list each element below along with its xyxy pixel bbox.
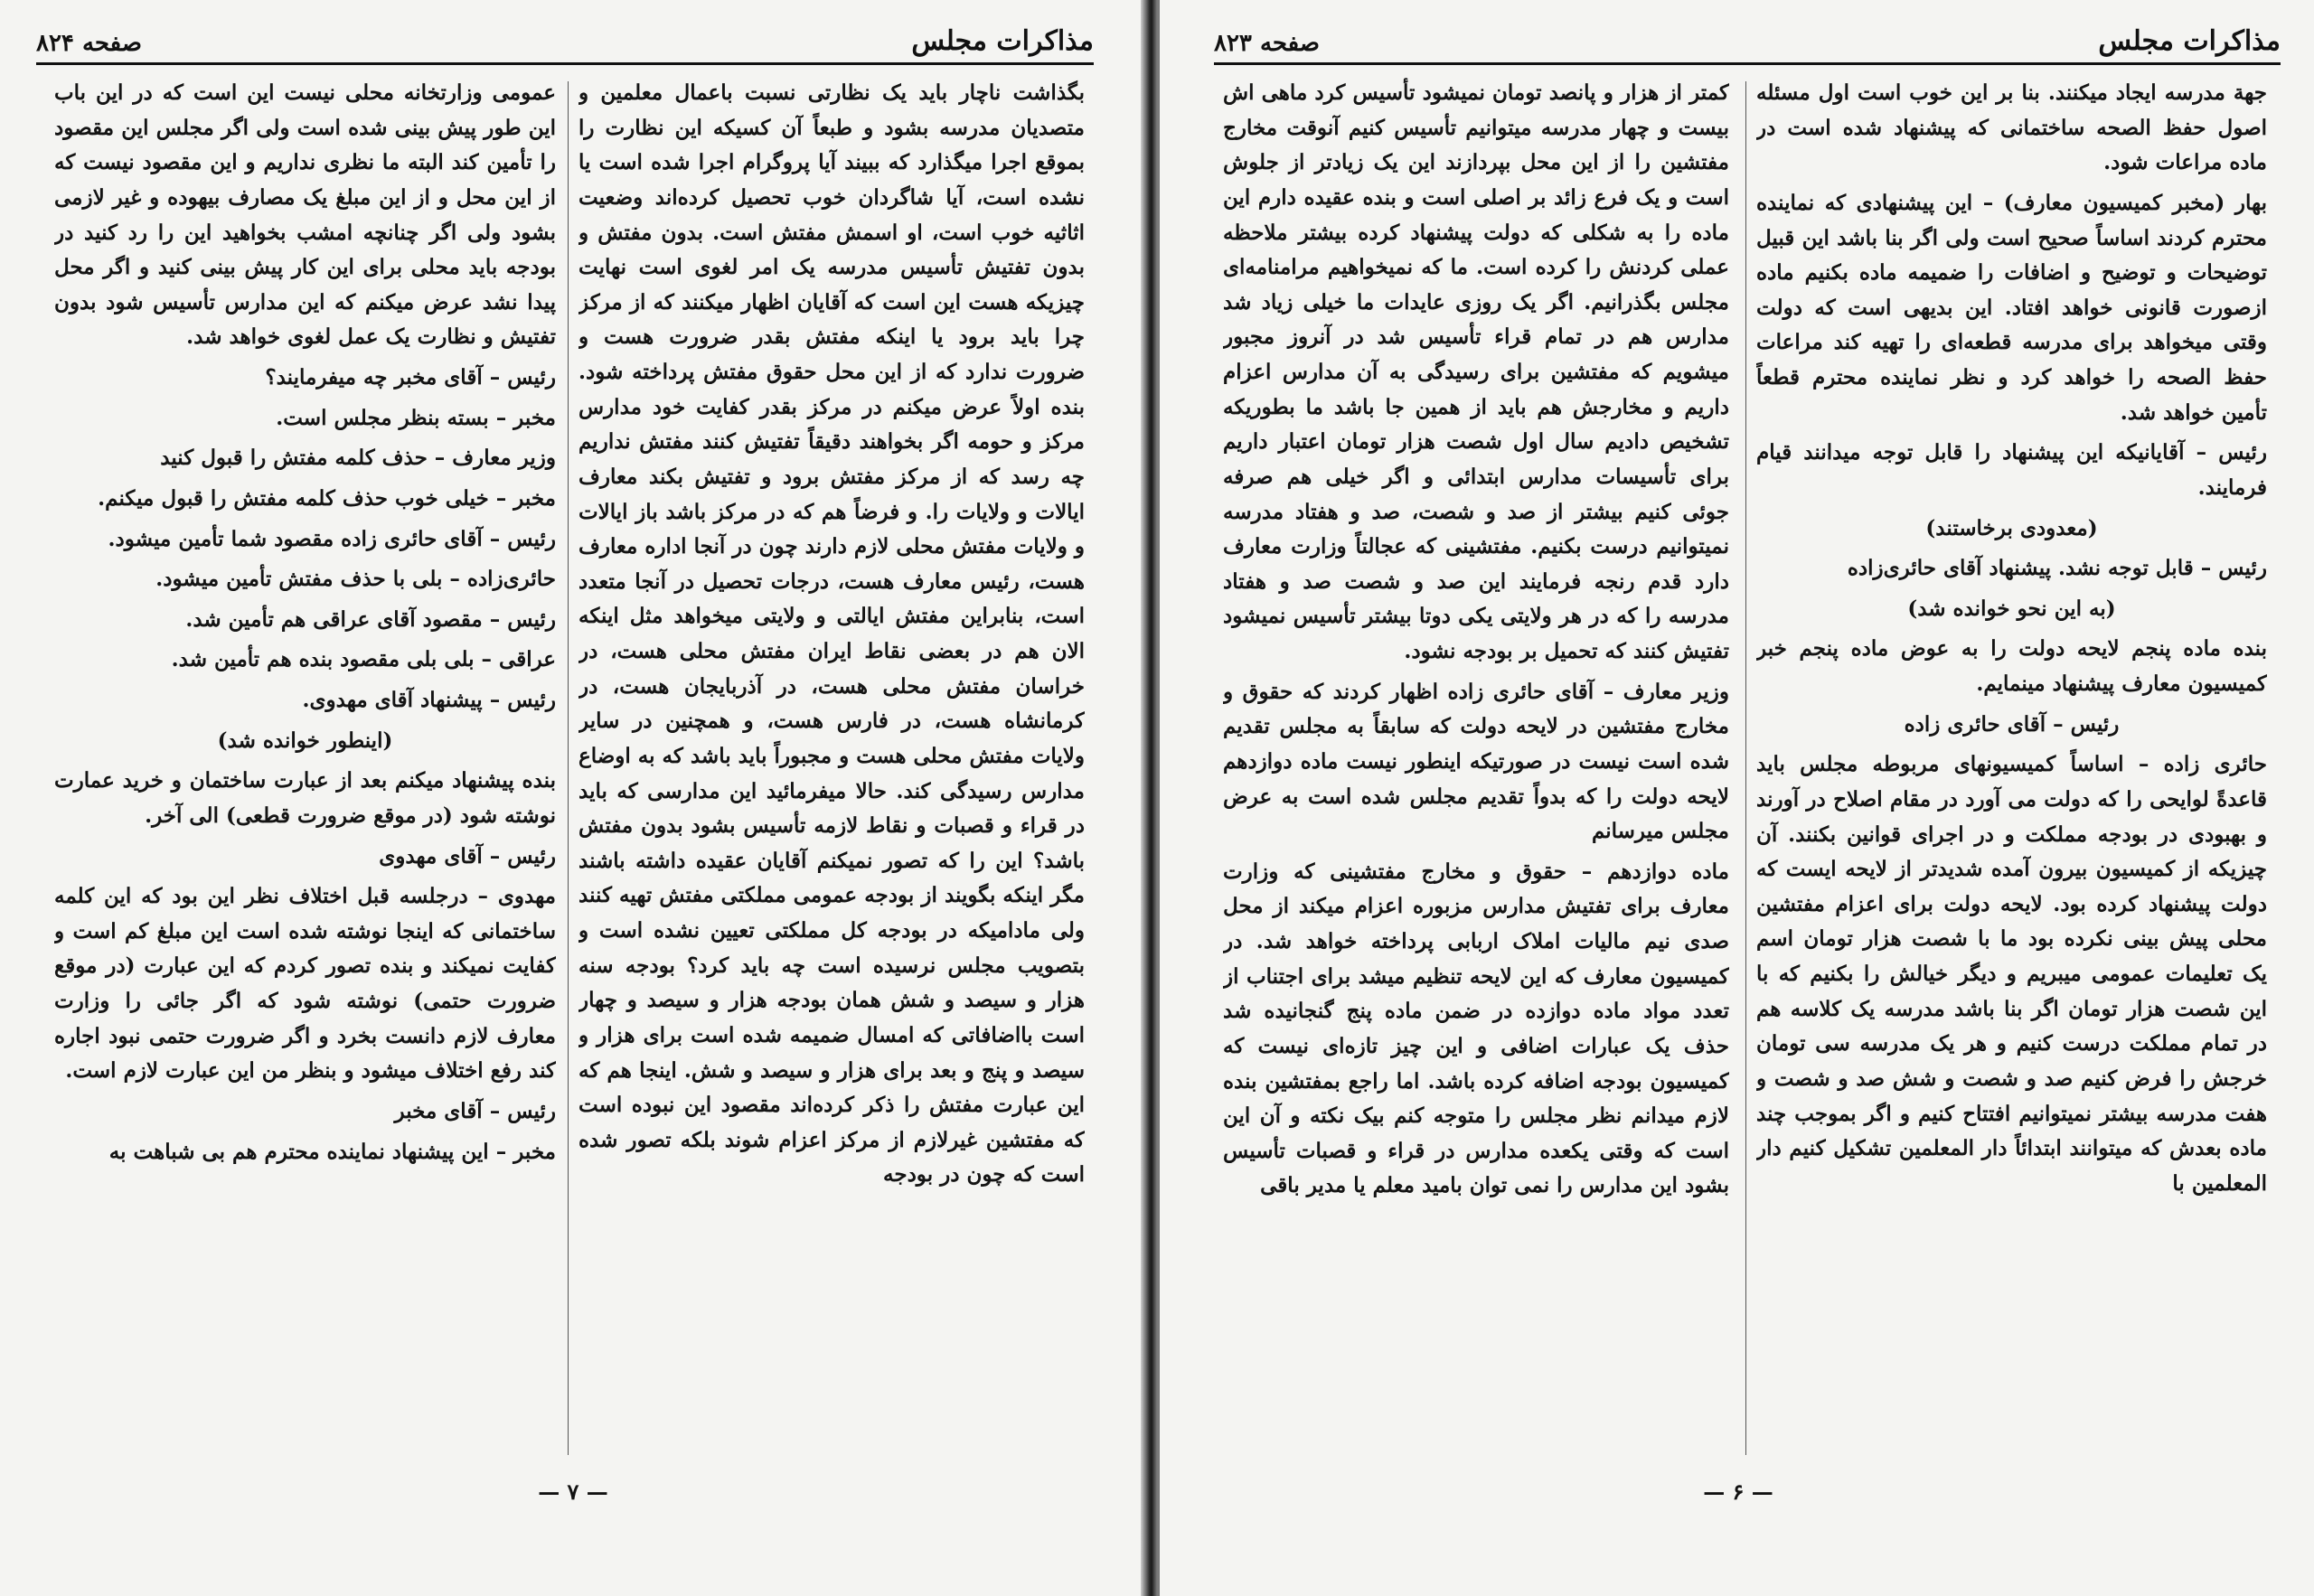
paragraph: رئیس – آقای مخبر چه میفرمایند؟ <box>265 365 556 390</box>
paragraph: بهار (مخبر کمیسیون معارف) – این پیشنهادی که نماینده محترم کردند اساساً صحیح است ولی اگر بنا باشد این قبیل توضیحات و توضیح و اضافات را ضمیمه ماده بکنیم ماده ازصورت قانونی خواهد افتاد. این بدیهی است که دولت وقتی میخواهد برای مدرسه قطعه‌ای را تهیه کند مراعات حفظ الصحه را خواهد کرد و نظر نماینده محترم قطعاً تأمین خواهد شد. <box>1756 190 2267 425</box>
right-page-right-column <box>1756 76 2267 1459</box>
paragraph: رئیس – قابل توجه نشد. پیشنهاد آقای حائری‌زاده <box>1847 556 2267 581</box>
right-page <box>1157 0 2314 1596</box>
paragraph: رئیس – آقای حائری زاده <box>1904 711 2120 737</box>
journal-page-number: صفحه ۸۲۴ <box>36 30 142 57</box>
stage-note: (معدودی برخاستند) <box>1925 515 2098 540</box>
paragraph: مخبر – این پیشنهاد نماینده محترم هم بی شباهت به <box>108 1139 556 1164</box>
stage-note: (اینطور خوانده شد) <box>217 728 393 753</box>
paragraph: رئیس – آقایانیکه این پیشنهاد را قابل توجه میدانند قیام فرمایند. <box>1756 440 2267 500</box>
left-page-right-column <box>578 76 1085 1459</box>
stage-note: (به این نحو خوانده شد) <box>1907 596 2116 621</box>
paragraph: وزیر معارف – حذف کلمه مفتش را قبول کنید <box>160 446 556 471</box>
paragraph: جهة مدرسه ایجاد میکنند. بنا بر این خوب است اول مسئله اصول حفظ الصحه ساختمانی که پیشنهاد شده است در ماده مراعات شود. <box>1756 80 2267 175</box>
column-divider <box>1745 81 1746 1455</box>
paragraph: مخبر – بسته بنظر مجلس است. <box>276 405 556 430</box>
paragraph: رئیس – پیشنهاد آقای مهدوی. <box>302 688 556 712</box>
paragraph: حائری زاده – اساساً کمیسیونهای مربوطه مجلس باید قاعدةً لوایحی را که دولت می آورد در مقام اصلاح در آورند و بهبودی در بودجه مملکت و در اجرای قوانین بکنند. آن چیزیکه از کمیسیون بیرون آمده شدیدتر از لایحه ایست که دولت پیشنهاد کرده بود. لایحه دولت برای اعزام مفتشین محلی پیش بینی نکرده بود ما با شصت هزار تومان اسم یک تعلیمات عمومی میبریم و دیگر خیالش را بکنیم که با این شصت هزار تومان اگر بنا باشد مدرسه یک کلاسه هم در تمام مملکت درست کنیم و هر یک مدرسه سی تومان خرجش را فرض کنیم صد و شصت و شش صد و شصت و هفت مدرسه بیشتر نمیتوانیم افتتاح کنیم و اگر بموجب چند ماده بعدش که میتوانند ابتدائاً دار المعلمین تشکیل کنیم دار المعلمین با <box>1756 752 2267 1196</box>
right-page-left-column <box>1223 76 1729 1459</box>
paragraph: بنده پیشنهاد میکنم بعد از عبارت ساختمان و خرید عمارت نوشته شود (در موقع ضرورت قطعی) الی آخر. <box>54 768 556 828</box>
paragraph: ماده دوازدهم – حقوق و مخارج مفتشینی که وزارت معارف برای تفتیش مدارس مزبوره اعزام میکند از محل صدی نیم مالیات املاک اربابی پرداخته خواهد شد. در کمیسیون معارف که این لایحه تنظیم میشد برای اجتناب از تعدد مواد ماده دوازده در ضمن ماده پنج گنجانیده شد حذف یک عبارات اضافی و این چیز تازه‌ای نیست که کمیسیون بودجه اضافه کرده باشد. اما راجع بمفتشین بنده لازم میدانم نظر مجلس را متوجه کنم بیک نکته و آن این است که وقتی یکعده مدارس در قراء و قصبات تأسیس بشود این مدارس را نمی توان بامید معلم یا مدیر باقی <box>1223 859 1729 1198</box>
left-page-header <box>36 18 1094 65</box>
paragraph: حائری‌زاده – بلی با حذف مفتش تأمین میشود. <box>155 567 556 592</box>
paragraph: مخبر – خیلی خوب حذف کلمه مفتش را قبول میکنم. <box>98 485 556 511</box>
paragraph: بگذاشت ناچار باید یک نظارتی نسبت باعمال معلمین و متصدیان مدرسه بشود و طبعاً آن کسیکه این نظارت را بموقع اجرا میگذارد که ببیند آیا پروگرام اجرا شده است یا نشده است، آیا شاگردان خوب تحصیل کرده‌اند وضعیت اثاثیه خوب است، او اسمش مفتش است. بدون مفتش و بدون تفتیش تأسیس مدرسه یک امر لغوی است نهایت چیزیکه هست این است که آقایان اظهار میکنند که از مرکز چرا باید برود یا اینکه مفتش بقدر ضرورت هست و ضرورت ندارد که از این محل حقوق مفتش پرداخته شود. بنده اولاً عرض میکنم در مرکز بقدر کفایت خود مدارس مرکز و حومه اگر بخواهند دقیقاً تفتیش کنند مفتش نداریم چه رسد که از مرکز مفتش برود و تفتیش بکند معارف ایالات و ولایات را. و فرضاً هم که در مرکز باشد باز ایالات و ولایات مفتش محلی لازم دارند چون در آنجا اداره معارف هست، رئیس معارف هست، درجات تحصیل در آنجا متعدد است، بنابراین مفتش ایالتی و ولایتی میخواهد مثل اینکه الان هم در بعضی نقاط ایران مفتش محلی هست، در خراسان مفتش محلی هست، در آذربایجان هست، در کرمانشاه هست، در فارس هست، و همچنین در سایر ولایات مفتش محلی هست و مجبوراً باید باشد که به اوضاع مدارس رسیدگی کند. حالا میفرمائید این مدارسی که باید در قراء و قصبات و نقاط لازمه تأسیس بشود بدون مفتش باشد؟ این را که تصور نمیکنم آقایان عقیده داشته باشند مگر اینکه بگویند از بودجه عمومی مملکتی مفتش تهیه کنند ولی مادامیکه در بودجه کل مملکتی تعیین نشده است و بتصویب مجلس نرسیده است چه باید کرد؟ بودجه سنه هزار و سیصد و شش همان بودجه هزار و سیصد و چهار است بااضافاتی که امسال ضمیمه شده است برای هزار و سیصد و پنج و بعد برای هزار و سیصد و شش. اینجا هم که این عبارت مفتش را ذکر کرده‌اند مقصود این نبوده است که مفتشین غیرلازم از مرکز اعزام شوند بلکه تصور شده است که چون در بودجه <box>578 80 1085 1188</box>
paragraph: رئیس – آقای مهدوی <box>379 843 556 868</box>
column-divider <box>568 81 569 1455</box>
right-page-header <box>1214 18 2281 65</box>
paragraph: مهدوی – درجلسه قبل اختلاف نظر این بود که این کلمه ساختمانی که اینجا نوشته شده است این مبلغ کم است و کفایت نمیکند و بنده تصور کردم که این عبارت (در موقع ضرورت حتمی) نوشته شود که اگر جائی را وزارت معارف لازم دانست بخرد و اگر ضرورت حتمی نبود اجاره کند رفع اختلاف میشود و بنظر من این عبارت لازم است. <box>54 884 556 1084</box>
left-page-left-column <box>54 76 556 1459</box>
paragraph: بنده ماده پنجم لایحه دولت را به عوض ماده پنجم خبر کمیسیون معارف پیشنهاد مینمایم. <box>1756 636 2267 696</box>
paragraph: عمومی وزارتخانه محلی نیست این است که در این باب این طور پیش بینی شده است ولی اگر مجلس این مقصود را تأمین کند البته ما نظری نداریم و این مقصود نیست که از این محل و از این مبلغ یک مصارف بیهوده و غیر لازمی بشود ولی اگر چنانچه امشب بخواهید این را رد کنید در بودجه باید محلی برای این کار پیش بینی کنید و اگر محل پیدا نشد عرض میکنم که این مدارس تأسیس شود بدون تفتیش و نظارت یک عمل لغوی خواهد شد. <box>54 80 556 350</box>
journal-page-number: صفحه ۸۲۳ <box>1214 30 1320 57</box>
page-folio: — ۷ — <box>538 1479 608 1505</box>
paragraph: رئیس – مقصود آقای عراقی هم تأمین شد. <box>185 606 556 632</box>
paragraph: کمتر از هزار و پانصد تومان نمیشود تأسیس کرد ماهی اش بیست و چهار مدرسه میتوانیم تأسیس کنیم آنوقت مخارج مفتشین را از این محل بپردازند این یک زیادتر از جلوش است و یک فرع زائد بر اصلی است و بنده عقیده دارم این ماده را به شکلی که دولت پیشنهاد کرده بیشتر ملاحظه عملی کردنش را کرده است. ما که نمیخواهیم مرامنامه‌ای مجلس بگذرانیم. اگر یک روزی عایدات ما خیلی زیاد شد مدارس هم در تمام قراء تأسیس شد در آنروز مجبور میشویم که مفتشین برای رسیدگی به آن مدارس اعزام داریم و مخارجش هم باید از همین جا باشد ما بطوریکه تشخیص دادیم سال اول شصت هزار تومان اعتبار داریم برای تأسیسات مدارس ابتدائی و اگر خیلی هم صرفه جوئی کنیم بیشتر از صد و شصت، صد و هفتاد مدرسه نمیتوانیم درست بکنیم. مفتشینی که عجالتاً وزارت معارف دارد قدم رنجه فرمایند این صد و شصت صد و هفتاد مدرسه را که در هر ولایتی یکی دوتا بیشتر تأسیس نمیشود تفتیش کنند که تحمیل بر بودجه نشود. <box>1223 80 1729 663</box>
paragraph: وزیر معارف – آقای حائری زاده اظهار کردند که حقوق و مخارج مفتشین در لایحه دولت که سابقاً به مجلس تقدیم شده است نیست در صورتیکه اینطور نیست ماده دوازدهم لایحه دولت را که بدواً تقدیم مجلس شده است به عرض مجلس میرسانم <box>1223 679 1729 844</box>
paragraph: رئیس – آقای حائری زاده مقصود شما تأمین میشود. <box>108 526 556 551</box>
paragraph: رئیس – آقای مخبر <box>394 1098 556 1123</box>
page-folio: — ۶ — <box>1703 1479 1773 1505</box>
running-title: مذاکرات مجلس <box>911 25 1094 57</box>
paragraph: عراقی – بلی بلی مقصود بنده هم تأمین شد. <box>171 647 556 672</box>
left-page <box>0 0 1146 1596</box>
running-title: مذاکرات مجلس <box>2098 25 2281 57</box>
